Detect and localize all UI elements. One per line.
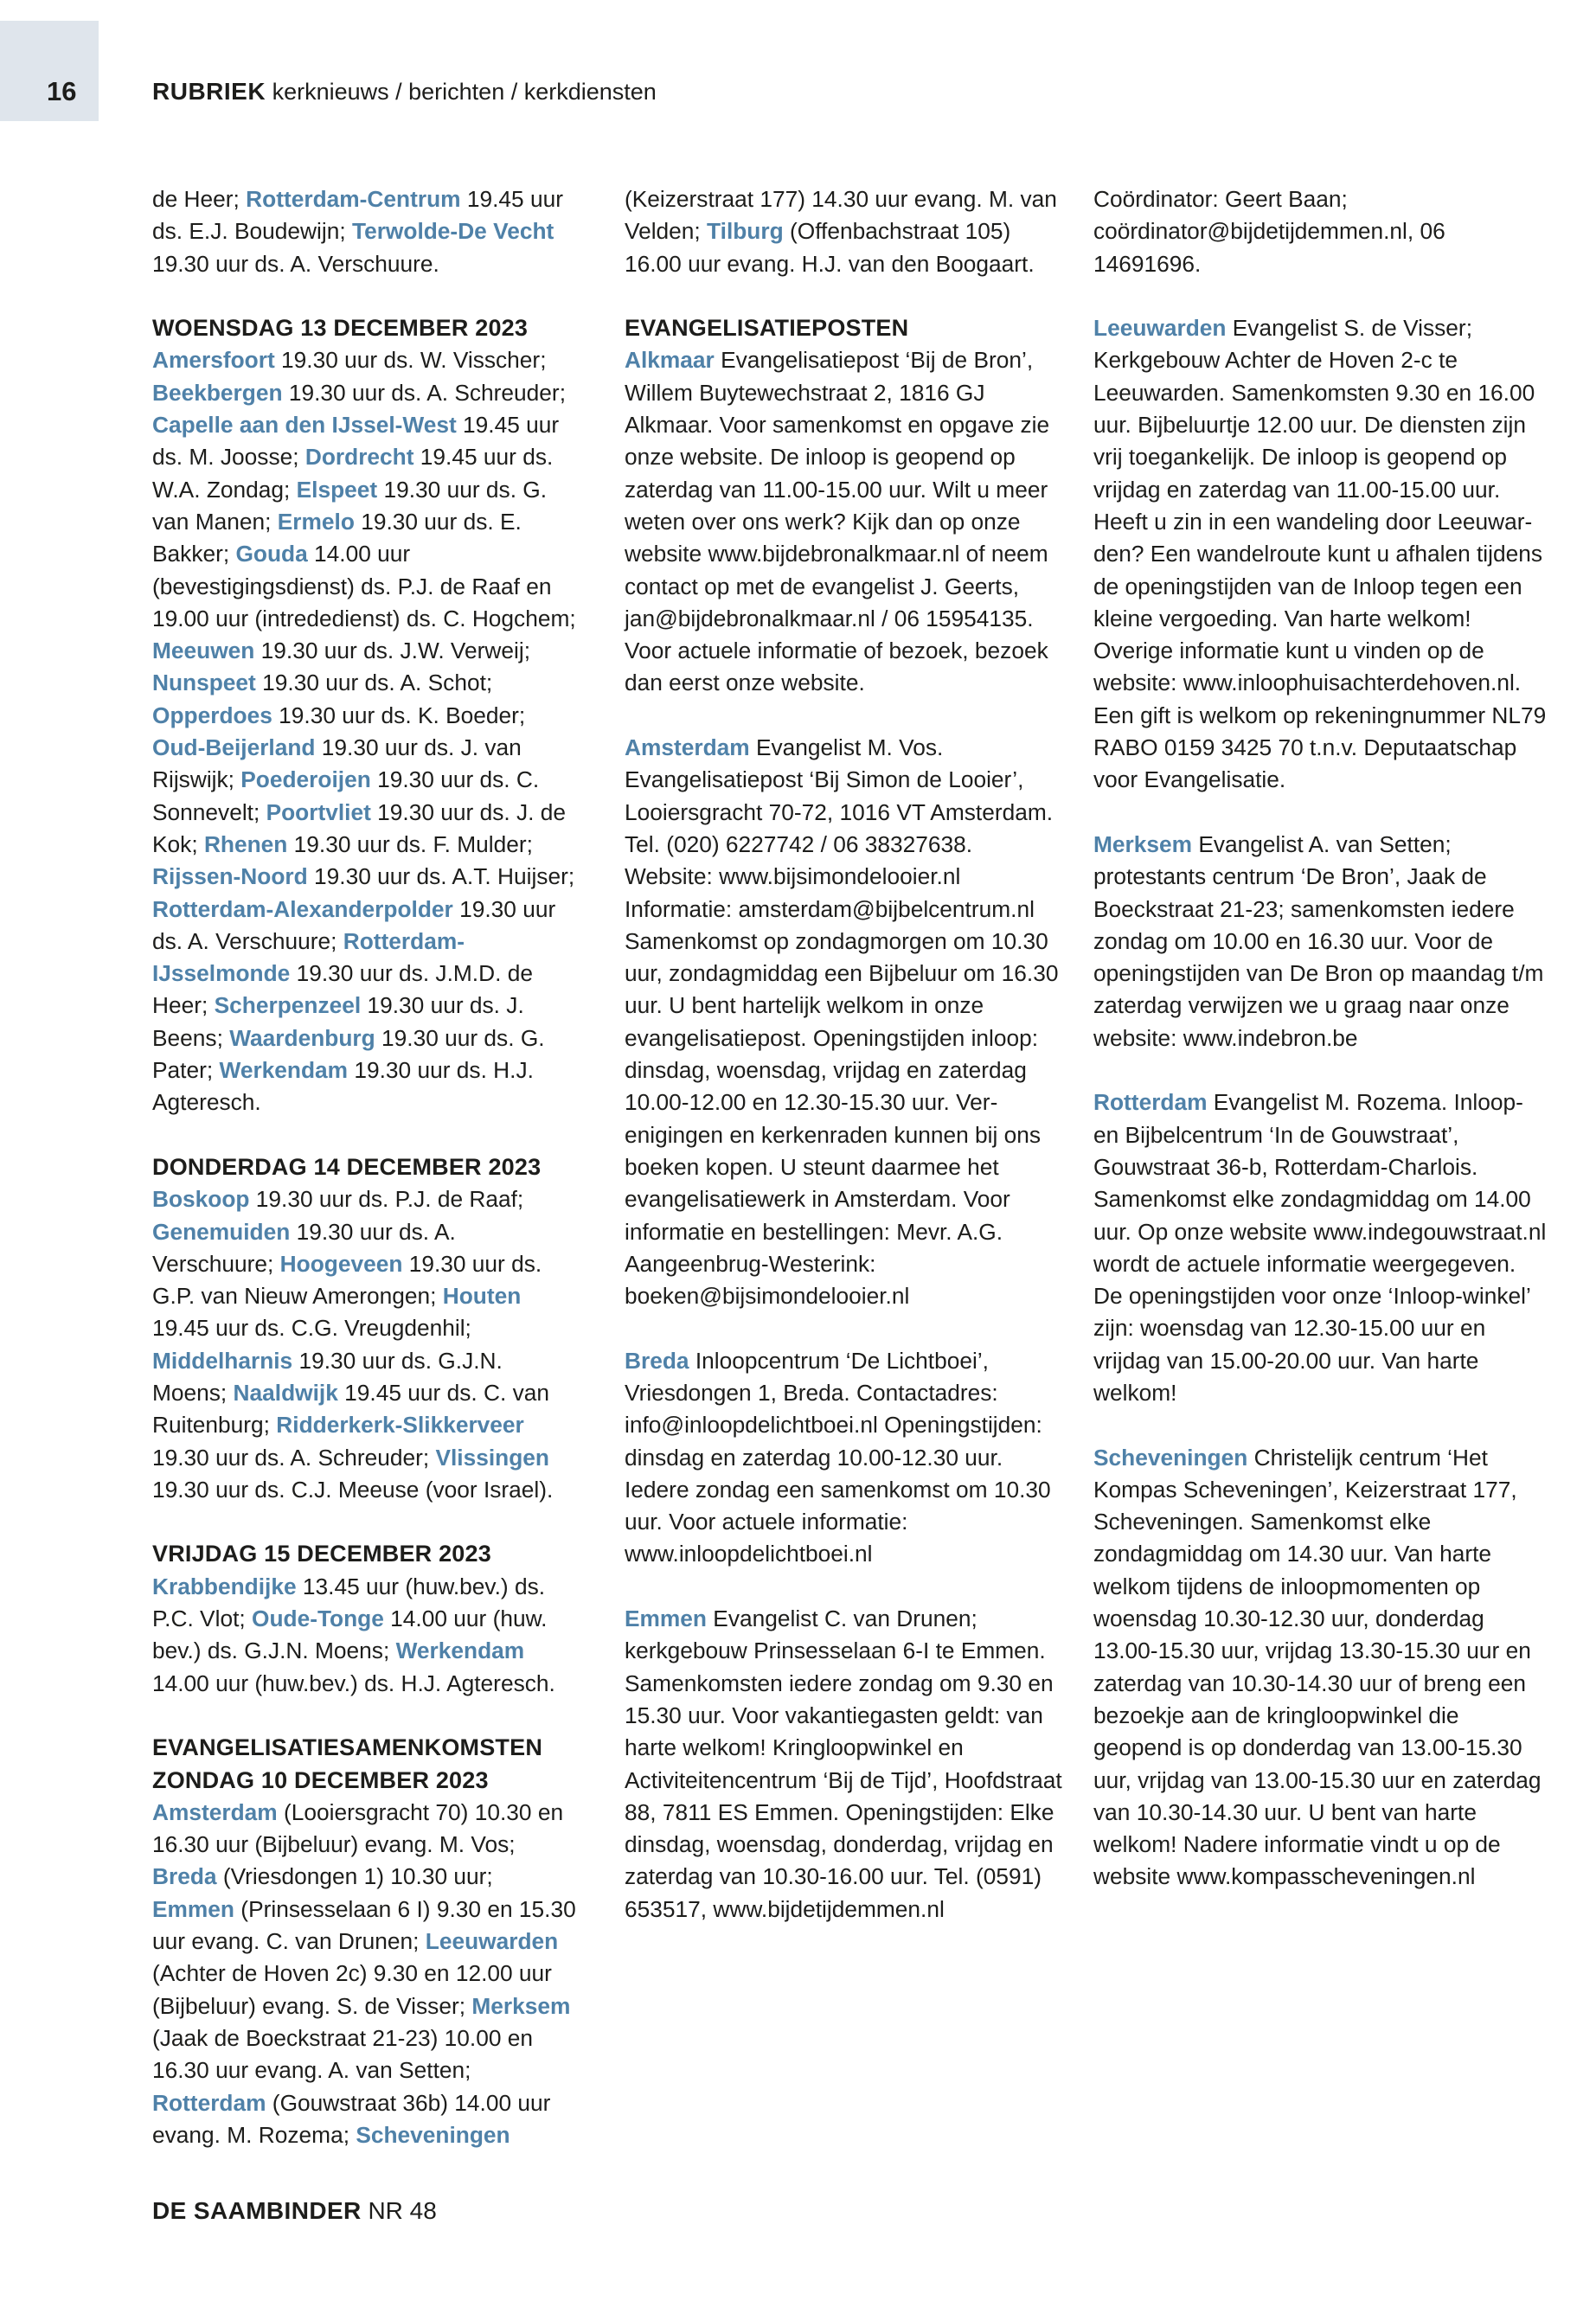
place-name: Rotterdam-Centrum: [246, 186, 461, 212]
body-text: Evangelist M. Vos. Evangelisatiepost ‘Bij Simon de Looier’, Looiersgracht 70-72, 1016 VT Amsterdam. Tel. (020) 6227742 / 06 38327638. Website: www.bijsimondelooier.nl Informatie: amsterdam@bijbelcentrum.nl Samenkomst op zondagmorgen om 10.30 uur, zondagmiddag een Bijbeluur om 16.30 uur. U bent hartelijk welkom in onze evangelisatiepost. Openingstijden inloop: dinsdag, woensdag, vrijdag en zaterdag 10.00-12.00 en 12.30-15.30 uur. Verenigingen en kerkenraden kunnen bij ons boeken kopen. U steunt daarmee het evangelisatiewerk in Amsterdam. Voor informatie en bestellingen: Mevr. A.G. Aangeenbrug-Westerink: boeken@bijsimondelooier.nl: [625, 734, 1059, 1310]
place-name: Amsterdam: [152, 1798, 278, 1825]
column-1: [152, 183, 580, 2183]
place-name: Scheveningen: [1093, 1444, 1248, 1471]
place-name: Amersfoort: [152, 347, 275, 374]
place-name: Oud-Beijerland: [152, 734, 316, 761]
post-alkmaar: [625, 344, 1066, 699]
body-text: (Offenbachstraat 105) 16.00 uur evang. H.J. van den Boogaart.: [625, 218, 1035, 277]
vrijdag-heading: VRIJDAG 15 DECEMBER 2023: [152, 1541, 491, 1567]
rubric-header: [152, 78, 657, 106]
place-name: Waardenburg: [229, 1024, 375, 1051]
body-text: 19.30 uur ds. H.J. Agteresch.: [152, 1057, 534, 1116]
page-number: 16: [47, 76, 77, 106]
place-name: Amsterdam: [625, 734, 750, 761]
body-text: 19.30 uur ds. A. Schreuder;: [152, 1444, 436, 1471]
rubric-label: RUBRIEK: [152, 78, 266, 105]
body-text: (Vriesdongen 1) 10.30 uur;: [216, 1863, 493, 1890]
place-name: Rotterdam-Alexanderpolder: [152, 895, 453, 922]
body-text: 19.45 uur ds. C. van Ruitenburg;: [152, 1379, 549, 1439]
column-2: [625, 183, 1066, 1958]
body-text: (Gouwstraat 36b) 14.00 uur evang. M. Rozema;: [152, 2089, 551, 2148]
col3-intro: [1093, 183, 1548, 280]
woensdag-heading: WOENSDAG 13 DECEMBER 2023: [152, 315, 529, 342]
place-name: Tilburg: [707, 218, 784, 245]
issue-number: NR 48: [368, 2197, 437, 2224]
body-text: Evangelisatiepost ‘Bij de Bron’, Willem Buytewechstraat 2, 1816 GJ Alkmaar. Voor samenkomst en opgave zie onze website. De inloop is geopend op zaterdag van 11.00-15.00 uur. Wilt u meer weten over ons werk? Kijk dan op onze website www.bijdebronalkmaar.nl of neem contact op met de evangelist J. Geerts, jan@bijdebronalkmaar.nl / 06 15954135. Voor actuele informatie of bezoek, bezoek dan eerst onze website.: [625, 347, 1050, 696]
footer: [152, 2197, 437, 2225]
body-text: 19.45 uur ds. C.G. Vreugdenhil;: [152, 1315, 471, 1342]
post-breda: [625, 1345, 1066, 1571]
body-text: 14.00 uur (huw. bev.) ds. G.J.N. Moens;: [152, 1606, 548, 1664]
place-name: Emmen: [152, 1895, 234, 1922]
body-text: 19.30 uur ds. J. de Kok;: [152, 798, 566, 857]
post-emmen: [625, 1603, 1066, 1926]
body-text: 14.00 uur (bevestigingsdienst) ds. P.J. de Raaf en 19.00 uur (intrededienst) ds. C. Hogchem;: [152, 541, 576, 631]
place-name: Terwolde-De Vecht: [351, 218, 554, 245]
place-name: Emmen: [625, 1606, 707, 1632]
body-text: (Keizerstraat 177) 14.30 uur evang. M. van Velden;: [625, 186, 1057, 245]
col2-intro: [625, 183, 1066, 280]
body-text: 19.45 uur ds. M. Joosse;: [152, 412, 560, 471]
evangelisatieposten-heading: EVANGELISATIEPOSTEN: [625, 315, 909, 342]
place-name: Ermelo: [277, 508, 355, 535]
place-name: Rijssen-Noord: [152, 863, 308, 890]
body-text: 19.30 uur ds. A. Verschuure;: [152, 1218, 456, 1277]
place-name: Rhenen: [203, 830, 288, 857]
body-text: (Prinsesselaan 6 I) 9.30 en 15.30 uur evang. C. van Drunen;: [152, 1895, 576, 1955]
place-name: Leeuwarden: [1093, 315, 1227, 342]
place-name: Beekbergen: [152, 379, 283, 406]
body-text: 19.30 uur ds. G.P. van Nieuw Amerongen;: [152, 1250, 542, 1310]
donderdag-heading: DONDERDAG 14 DECEMBER 2023: [152, 1153, 542, 1180]
place-name: Nunspeet: [152, 670, 256, 696]
place-name: Rotterdam-IJsselmonde: [152, 927, 465, 987]
body-text: (Looiersgracht 70) 10.30 en 16.30 uur (Bijbeluur) evang. M. Vos;: [152, 1798, 564, 1858]
rubric-topics: kerknieuws / berichten / kerkdiensten: [272, 79, 657, 105]
body-text: 19.30 uur ds. A. Schreuder;: [282, 379, 566, 406]
place-name: Opperdoes: [152, 702, 272, 728]
body-text: 19.45 uur ds. E.J. Boudewijn;: [152, 186, 563, 245]
body-text: Evangelist C. van Drunen; kerkgebouw Prinsesselaan 6-I te Emmen. Samenkomsten iedere zondag om 9.30 en 15.30 uur. Voor vakantiegasten geldt: van harte welkom! Kringloopwinkel en Activiteitencentrum ‘Bij de Tijd’, Hoofdstraat 88, 7811 ES Emmen. Openingstijden: Elke dinsdag, woensdag, donderdag, vrijdag en zaterdag van 10.30-16.00 uur. Tel. (0591) 653517, www.bijdetijdemmen.nl: [625, 1606, 1062, 1922]
body-text: 19.30 uur ds. A. Schot;: [255, 670, 493, 696]
place-name: Elspeet: [296, 476, 378, 503]
place-name: Houten: [442, 1283, 522, 1310]
place-name: Scherpenzeel: [214, 992, 362, 1019]
place-name: Werkendam: [395, 1638, 525, 1664]
place-name: Hoogeveen: [279, 1250, 403, 1277]
place-name: Oude-Tonge: [251, 1606, 384, 1632]
body-text: Christelijk centrum ‘Het Kompas Scheveningen’, Keizerstraat 177, Scheveningen. Samenkomst elke zondagmiddag om 14.30 uur. Van harte welkom tijdens de inloopmomenten op woensdag 10.30-12.30 uur, donderdag 13.00-15.30 uur, vrijdag 13.30-15.30 uur en zaterdag van 10.30-14.30 uur of breng een bezoekje aan de kringloopwinkel die geopend is op donderdag van 13.00-15.30 uur, vrijdag van 13.00-15.30 uur en zaterdag van 10.30-14.30 uur. U bent van harte welkom! Nadere informatie vindt u op de website www.kompasscheveningen.nl: [1093, 1444, 1542, 1890]
body-text: 19.30 uur ds. F. Mulder;: [287, 830, 533, 857]
place-name: Capelle aan den IJssel-West: [152, 412, 457, 439]
body-text: 19.30 uur ds. A. Verschuure.: [152, 250, 439, 277]
body-text: Inloopcentrum ‘De Lichtboei’, Vriesdongen 1, Breda. Contactadres: info@inloopdelichtboei.nl Openingstijden: dinsdag en zaterdag 10.00-12.30 uur. Iedere zondag een samenkomst om 10.30 uur. Voor actuele informatie: www.inloopdelichtboei.nl: [625, 1347, 1051, 1567]
column-3: [1093, 183, 1548, 1926]
publication-name: DE SAAMBINDER: [152, 2197, 362, 2224]
place-name: Rotterdam: [152, 2089, 266, 2116]
body-text: 19.30 uur ds. J.W. Verweij;: [254, 638, 531, 664]
body-text: 19.30 uur ds. P.J. de Raaf;: [249, 1186, 524, 1213]
body-text: de Heer;: [152, 186, 247, 212]
place-name: Vlissingen: [435, 1444, 549, 1471]
place-name: Ridderkerk-Slikkerveer: [276, 1412, 524, 1439]
post-amsterdam: [625, 732, 1066, 1312]
body-text: (Achter de Hoven 2c) 9.30 en 12.00 uur (Bijbeluur) evang. S. de Visser;: [152, 1960, 552, 2019]
place-name: Genemuiden: [152, 1218, 291, 1245]
post-scheveningen: [1093, 1442, 1548, 1894]
body-text: 19.30 uur ds. W. Visscher;: [274, 347, 547, 374]
donderdag-services: [152, 1183, 580, 1506]
place-name: Gouda: [235, 541, 308, 567]
body-text: 19.30 uur ds. A.T. Huijser;: [307, 863, 575, 890]
body-text: 19.30 uur ds. J. Beens;: [152, 992, 524, 1051]
body-text: 19.30 uur ds. G. van Manen;: [152, 476, 548, 535]
samenkomsten-list: [152, 1797, 580, 2151]
body-text: 19.30 uur ds. G. Pater;: [152, 1024, 545, 1084]
body-text: 19.30 uur ds. C.J. Meeuse (voor Israel).: [152, 1476, 554, 1503]
post-leeuwarden: [1093, 312, 1548, 796]
body-text: 14.00 uur (huw.bev.) ds. H.J. Agteresch.: [152, 1670, 555, 1696]
body-text: 19.30 uur ds. J.M.D. de Heer;: [152, 960, 533, 1019]
place-name: Krabbendijke: [152, 1573, 297, 1599]
place-name: Alkmaar: [625, 347, 715, 374]
body-text: 19.30 uur ds. G.J.N. Moens;: [152, 1347, 503, 1406]
place-name: Werkendam: [219, 1057, 349, 1084]
place-name: Breda: [625, 1347, 689, 1374]
post-merksem: [1093, 829, 1548, 1054]
body-text: (Jaak de Boeckstraat 21-23) 10.00 en 16.30 uur evang. A. van Setten;: [152, 2024, 534, 2084]
body-text: 19.45 uur ds. W.A. Zondag;: [152, 444, 554, 503]
place-name: Leeuwarden: [425, 1928, 559, 1955]
body-text: 19.30 uur ds. K. Boeder;: [272, 702, 526, 728]
place-name: Naaldwijk: [233, 1379, 338, 1406]
place-name: Poortvliet: [266, 798, 371, 825]
place-name: Dordrecht: [304, 444, 414, 471]
samenkomsten-heading: EVANGELISATIESAMENKOMSTEN: [152, 1734, 543, 1761]
place-name: Boskoop: [152, 1186, 250, 1213]
place-name: Middelharnis: [152, 1347, 293, 1374]
place-name: Breda: [152, 1863, 217, 1890]
body-text: 13.45 uur (huw.bev.) ds. P.C. Vlot;: [152, 1573, 546, 1632]
vrijdag-services: [152, 1571, 580, 1700]
place-name: Merksem: [471, 1992, 571, 2019]
body-text: 19.30 uur ds. E. Bakker;: [152, 508, 522, 567]
place-name: Merksem: [1093, 830, 1193, 857]
body-text: Coördinator: Geert Baan; coördinator@bijdetijdemmen.nl, 06 14691696.: [1093, 186, 1445, 277]
place-name: Scheveningen: [356, 2121, 510, 2148]
body-text: Evangelist S. de Visser; Kerkgebouw Achter de Hoven 2-c te Leeuwarden. Samenkomsten 9.30 en 16.00 uur. Bijbeluurtje 12.00 uur. De diensten zijn vrij toegankelijk. De inloop is geopend op vrijdag en zaterdag van 11.00-15.00 uur. Heeft u zin in een wandeling door Leeuwarden? Een wandelroute kunt u afhalen tijdens de openingstijden van de Inloop tegen een kleine vergoeding. Van harte welkom! Overige informatie kunt u vinden op de website: www.inloophuisachterdehoven.nl. Een gift is welkom op rekeningnummer NL79 RABO 0159 3425 70 t.n.v. Deputaatschap voor Evangelisatie.: [1093, 315, 1547, 793]
body-text: 19.30 uur ds. J. van Rijswijk;: [152, 734, 522, 793]
place-name: Meeuwen: [152, 638, 255, 664]
place-name: Rotterdam: [1093, 1089, 1208, 1116]
woensdag-services: [152, 344, 580, 1118]
col1-intro: [152, 183, 580, 280]
body-text: Evangelist M. Rozema. Inloop- en Bijbelcentrum ‘In de Gouwstraat’, Gouwstraat 36-b, Rotterdam-Charlois. Samenkomst elke zondagmiddag om 14.00 uur. Op onze website www.indegouwstraat.nl wordt de actuele informatie weergegeven. De openingstijden voor onze ‘Inloop-winkel’ zijn: woensdag van 12.30-15.00 uur en vrijdag van 15.00-20.00 uur. Van harte welkom!: [1093, 1089, 1547, 1406]
body-text: Evangelist A. van Setten; protestants centrum ‘De Bron’, Jaak de Boeckstraat 21-23; samenkomsten iedere zondag om 10.00 en 16.30 uur. Voor de openingstijden van De Bron op maandag t/m zaterdag verwijzen we u graag naar onze website: www.indebron.be: [1093, 830, 1544, 1051]
place-name: Poederoijen: [240, 766, 371, 793]
post-rotterdam: [1093, 1086, 1548, 1409]
samenkomsten-subheading: ZONDAG 10 DECEMBER 2023: [152, 1766, 489, 1793]
body-text: 19.30 uur ds. C. Sonnevelt;: [152, 766, 540, 825]
body-text: 19.30 uur ds. A. Verschuure;: [152, 895, 556, 954]
